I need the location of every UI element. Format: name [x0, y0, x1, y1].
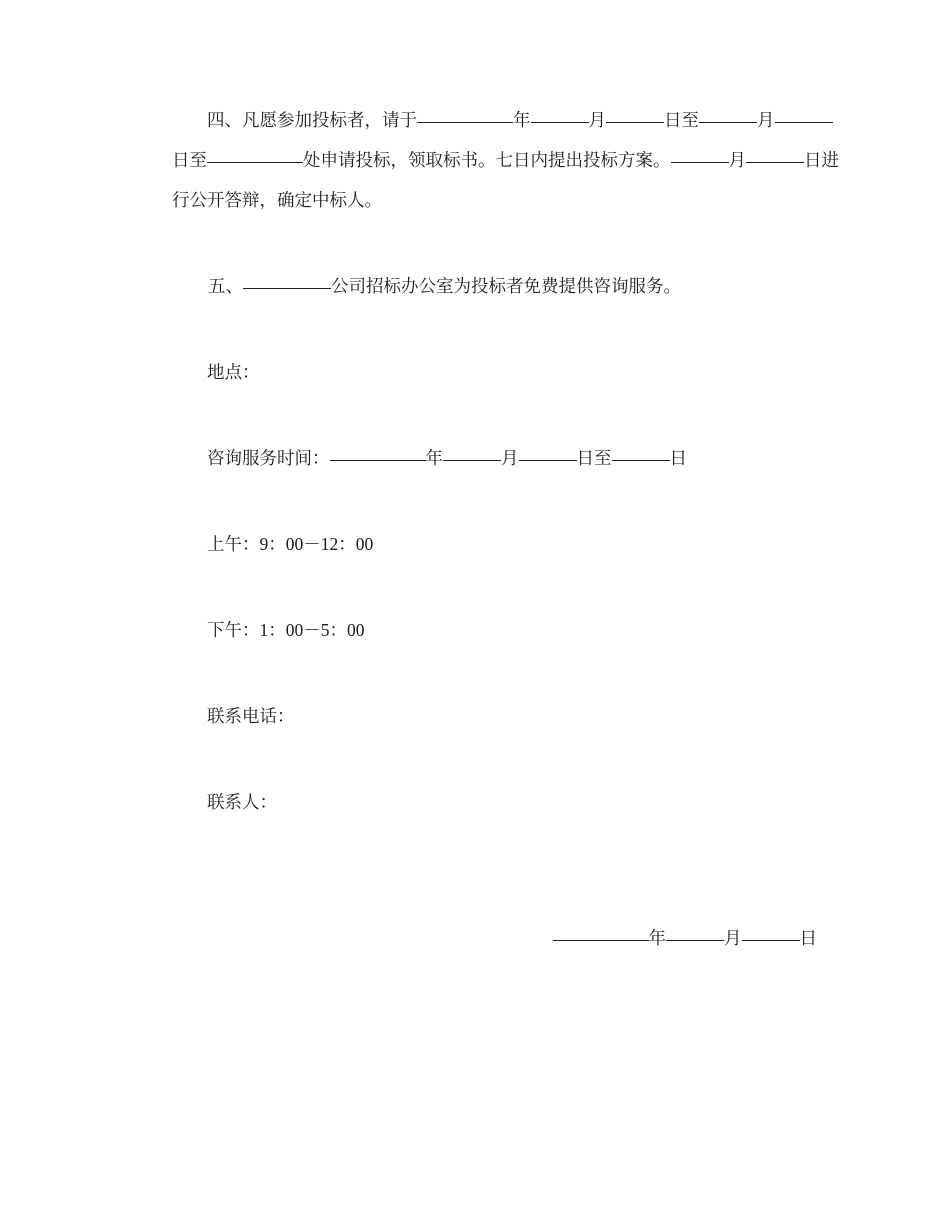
spacer	[172, 650, 817, 696]
item-five-prefix: 五、	[208, 276, 243, 296]
blank-service-month-field[interactable]	[443, 460, 501, 461]
service-time-row	[172, 438, 817, 478]
blank-day-2-field[interactable]	[775, 122, 833, 123]
phone-label: 联系电话：	[207, 706, 295, 726]
blank-service-year-field[interactable]	[330, 460, 426, 461]
line-two-body: 处申请投标，领取标书。七日内提出投标方案。	[303, 150, 671, 170]
afternoon-hours-text: 下午：1：00－5：00	[207, 620, 365, 640]
contact-person-label: 联系人：	[207, 792, 277, 812]
morning-hours-row	[172, 524, 817, 564]
blank-sign-month-field[interactable]	[666, 940, 724, 941]
spacer	[172, 736, 817, 782]
sign-unit-month: 月	[724, 928, 742, 948]
spacer	[172, 220, 817, 266]
blank-sign-year-field[interactable]	[553, 940, 649, 941]
blank-month-3-field[interactable]	[671, 162, 729, 163]
blank-company-name-field[interactable]	[243, 288, 331, 289]
service-unit-month: 月	[501, 448, 519, 468]
service-unit-year: 年	[425, 448, 443, 468]
contact-person-row	[172, 782, 817, 822]
spacer	[172, 392, 817, 438]
location-label: 地点：	[207, 362, 260, 382]
sign-unit-year: 年	[648, 928, 666, 948]
morning-hours-text: 上午：9：00－12：00	[207, 534, 374, 554]
line-three-text: 行公开答辩，确定中标人。	[172, 190, 382, 210]
service-unit-day-to: 日至	[576, 448, 612, 468]
unit-day-3: 日进	[804, 150, 839, 170]
service-time-label: 咨询服务时间：	[207, 448, 330, 468]
blank-day-3-field[interactable]	[746, 162, 804, 163]
unit-month-3: 月	[728, 150, 746, 170]
unit-month: 月	[588, 110, 606, 130]
item-four-lead-text: 四、凡愿参加投标者，请于	[207, 110, 417, 130]
paragraph-item-five	[172, 266, 817, 306]
blank-service-day-2-field[interactable]	[612, 460, 670, 461]
sign-unit-day: 日	[799, 928, 817, 948]
paragraph-item-four	[172, 100, 839, 220]
afternoon-hours-row	[172, 610, 817, 650]
location-row	[172, 352, 817, 392]
paragraph-item-four-line-3	[172, 180, 817, 220]
service-unit-day-2: 日	[669, 448, 687, 468]
unit-day-to: 日至	[664, 110, 699, 130]
document-body	[172, 100, 839, 822]
paragraph-item-four-line-2	[172, 140, 839, 180]
blank-month-2-field[interactable]	[699, 122, 757, 123]
spacer	[172, 306, 817, 352]
blank-service-day-field[interactable]	[519, 460, 577, 461]
item-five-suffix: 公司招标办公室为投标者免费提供咨询服务。	[331, 276, 681, 296]
blank-month-field[interactable]	[531, 122, 589, 123]
blank-sign-day-field[interactable]	[742, 940, 800, 941]
signature-date-row	[172, 918, 817, 958]
unit-year: 年	[513, 110, 531, 130]
blank-place-field[interactable]	[207, 162, 303, 163]
unit-month-2: 月	[757, 110, 775, 130]
spacer	[172, 564, 817, 610]
phone-row	[172, 696, 817, 736]
spacer	[172, 478, 817, 524]
blank-year-field[interactable]	[417, 122, 513, 123]
paragraph-item-four-line-1	[172, 100, 817, 140]
line-two-lead: 日至	[172, 150, 207, 170]
blank-day-field[interactable]	[606, 122, 664, 123]
